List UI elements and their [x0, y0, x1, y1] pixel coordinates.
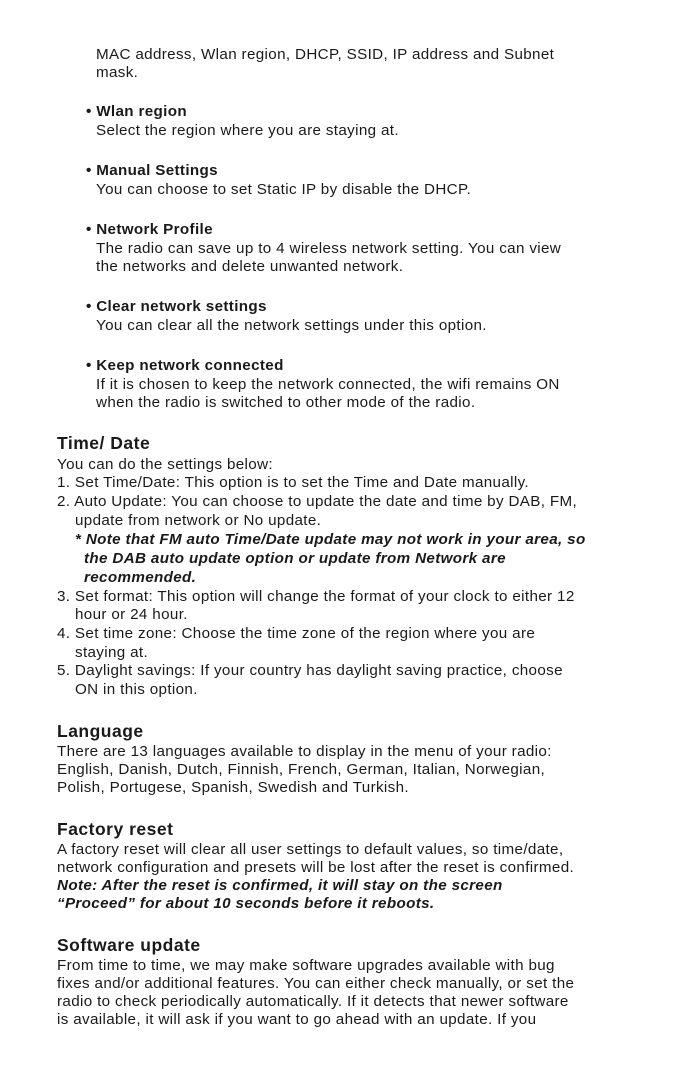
time-date-heading: Time/ Date [57, 433, 151, 453]
network-profile-title: • Network Profile [86, 221, 213, 238]
network-intro-line-2: mask. [96, 64, 139, 81]
factory-reset-note-line-1: Note: After the reset is confirmed, it will stay on the screen [57, 877, 503, 894]
time-date-item-2-line-1: 2. Auto Update: You can choose to update the date and time by DAB, FM, [57, 493, 578, 510]
time-date-note-line-3: recommended. [84, 569, 197, 586]
time-date-item-1: 1. Set Time/Date: This option is to set the Time and Date manually. [57, 474, 529, 491]
keep-connected-text-2: when the radio is switched to other mode of the radio. [96, 394, 476, 411]
network-intro-line-1: MAC address, Wlan region, DHCP, SSID, IP address and Subnet [96, 46, 555, 63]
factory-reset-line-1: A factory reset will clear all user settings to default values, so time/date, [57, 841, 564, 858]
time-date-item-4-line-1: 4. Set time zone: Choose the time zone of the region where you are [57, 625, 536, 642]
time-date-note-line-2: the DAB auto update option or update from Network are [84, 550, 506, 567]
time-date-item-2-line-2: update from network or No update. [75, 512, 322, 529]
keep-connected-text-1: If it is chosen to keep the network connected, the wifi remains ON [96, 376, 560, 393]
wlan-region-text: Select the region where you are staying at. [96, 122, 399, 139]
time-date-item-5-line-1: 5. Daylight savings: If your country has daylight saving practice, choose [57, 662, 563, 679]
time-date-item-3-line-1: 3. Set format: This option will change the format of your clock to either 12 [57, 588, 575, 605]
time-date-note-line-1: * Note that FM auto Time/Date update may not work in your area, so [75, 531, 586, 548]
language-line-1: There are 13 languages available to display in the menu of your radio: [57, 743, 552, 760]
manual-settings-text: You can choose to set Static IP by disable the DHCP. [96, 181, 472, 198]
factory-reset-note-line-2: “Proceed” for about 10 seconds before it reboots. [57, 895, 435, 912]
software-update-heading: Software update [57, 935, 201, 955]
time-date-intro: You can do the settings below: [57, 456, 273, 473]
software-update-line-4: is available, it will ask if you want to go ahead with an update. If you [57, 1011, 537, 1028]
network-profile-text-1: The radio can save up to 4 wireless network setting. You can view [96, 240, 562, 257]
language-line-2: English, Danish, Dutch, Finnish, French, German, Italian, Norwegian, [57, 761, 546, 778]
time-date-item-3-line-2: hour or 24 hour. [75, 606, 188, 623]
time-date-item-5-line-2: ON in this option. [75, 681, 198, 698]
factory-reset-heading: Factory reset [57, 819, 174, 839]
network-profile-text-2: the networks and delete unwanted network. [96, 258, 404, 275]
keep-connected-title: • Keep network connected [86, 357, 284, 374]
clear-network-text: You can clear all the network settings under this option. [96, 317, 487, 334]
language-heading: Language [57, 721, 144, 741]
language-line-3: Polish, Portugese, Spanish, Swedish and Turkish. [57, 779, 409, 796]
time-date-item-4-line-2: staying at. [75, 644, 149, 661]
software-update-line-3: radio to check periodically automatically. If it detects that newer software [57, 993, 569, 1010]
wlan-region-title: • Wlan region [86, 103, 187, 120]
factory-reset-line-2: network configuration and presets will be lost after the reset is confirmed. [57, 859, 575, 876]
software-update-line-2: fixes and/or additional features. You can either check manually, or set the [57, 975, 575, 992]
manual-settings-title: • Manual Settings [86, 162, 218, 179]
clear-network-title: • Clear network settings [86, 298, 267, 315]
software-update-line-1: From time to time, we may make software upgrades available with bug [57, 957, 555, 974]
